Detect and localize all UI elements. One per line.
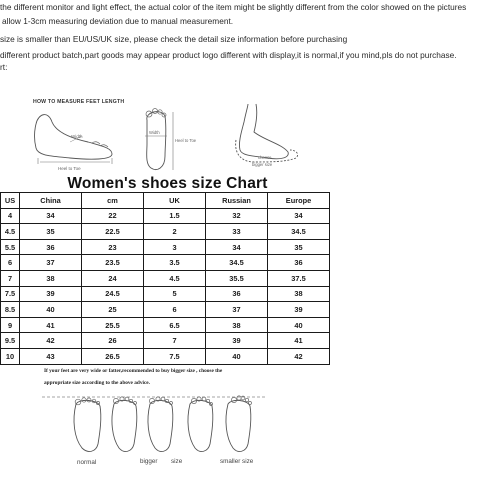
size-chart-row [1,317,330,333]
heel-to-toe-label-left: Heel to Toe [58,166,81,171]
col-header-us: US [1,193,20,209]
size-chart-cell: 37 [206,302,268,318]
size-chart-cell: 22 [82,208,144,224]
caption-smaller-size: smaller size [220,458,254,465]
advice-line-1: If your feet are very wide or fatter,recommended to buy bigger size , choose the [44,368,223,374]
size-chart-cell: 23.5 [82,255,144,271]
size-chart-cell: 35 [268,239,330,255]
size-chart-cell: 42 [268,348,330,364]
size-chart-cell: 23 [82,239,144,255]
size-chart-table [0,192,330,365]
size-chart-cell: 34 [206,239,268,255]
size-chart-row [1,255,330,271]
size-chart-cell: 35.5 [206,270,268,286]
size-chart-row [1,239,330,255]
col-header-europe: Europe [268,193,330,209]
size-chart-cell: 6 [144,302,206,318]
foot-in-shoe-figure [224,100,304,174]
foot-side-measure-figure [30,106,116,174]
note-deviation: allow 1-3cm measuring deviation due to manual measurement. [2,16,234,26]
size-chart-cell: 41 [268,333,330,349]
size-chart-row [1,270,330,286]
size-chart-header-row [1,193,330,209]
size-chart-row [1,224,330,240]
size-chart-cell: 38 [20,270,82,286]
caption-normal: normal [77,459,97,466]
size-chart-cell: 36 [268,255,330,271]
size-chart-cell: 34 [268,208,330,224]
measure-title: HOW TO MEASURE FEET LENGTH [33,99,125,105]
size-chart-cell: 43 [20,348,82,364]
size-chart-cell: 34.5 [268,224,330,240]
size-chart-cell: 9.5 [1,333,20,349]
size-chart-cell: 35 [20,224,82,240]
size-chart-cell: 22.5 [82,224,144,240]
feet-shape-comparison-figure [40,392,270,458]
size-chart-cell: 7 [144,333,206,349]
size-chart-cell: 9 [1,317,20,333]
size-chart-cell: 4 [1,208,20,224]
size-chart-cell: 8.5 [1,302,20,318]
size-chart-cell: 41 [20,317,82,333]
advice-line-2: appropriate size according to the above advice. [44,380,150,386]
size-chart-cell: 10 [1,348,20,364]
caption-size: size [171,458,183,465]
size-chart-cell: 38 [206,317,268,333]
size-chart-row [1,208,330,224]
size-chart-cell: 5.5 [1,239,20,255]
note-batch: different product batch,part goods may appear product logo different with display,it is normal,if you mind,pls do not purchase. [0,50,457,60]
size-chart-title: Women's shoes size Chart [67,175,268,192]
size-chart-cell: 24.5 [82,286,144,302]
size-chart-cell: 33 [206,224,268,240]
size-chart-cell: 42 [20,333,82,349]
size-chart-cell: 6 [1,255,20,271]
size-chart-cell: 32 [206,208,268,224]
size-chart-cell: 25.5 [82,317,144,333]
size-chart-cell: 34 [20,208,82,224]
size-chart-cell: 37.5 [268,270,330,286]
width-label-mid: Width [149,130,160,135]
size-chart-cell: 6.5 [144,317,206,333]
choose-label: choose [258,155,272,160]
size-chart-cell: 34.5 [206,255,268,271]
note-size: size is smaller than EU/US/UK size, please check the detail size information before purchasing [0,34,348,44]
col-header-china: China [20,193,82,209]
size-chart-cell: 3.5 [144,255,206,271]
size-chart-cell: 24 [82,270,144,286]
size-chart-cell: 40 [206,348,268,364]
size-chart-cell: 7 [1,270,20,286]
size-chart-cell: 40 [20,302,82,318]
size-chart-cell: 38 [268,286,330,302]
col-header-uk: UK [144,193,206,209]
size-chart-cell: 3 [144,239,206,255]
size-chart-cell: 7.5 [1,286,20,302]
note-chart-heading: rt: [0,62,8,72]
size-chart-row [1,348,330,364]
size-chart-cell: 25 [82,302,144,318]
size-chart-row [1,302,330,318]
size-chart-cell: 36 [206,286,268,302]
heel-to-toe-label-mid: Heel to Toe [175,138,197,143]
size-chart-cell: 39 [206,333,268,349]
col-header-russian: Russian [206,193,268,209]
size-chart-cell: 1.5 [144,208,206,224]
size-chart-cell: 26 [82,333,144,349]
size-chart-cell: 4.5 [1,224,20,240]
note-color: the different monitor and light effect, the actual color of the item might be slightly different from the color showed on the pictures [0,2,467,12]
width-label-left: Width [71,134,83,139]
size-chart-row [1,286,330,302]
size-chart-cell: 26.5 [82,348,144,364]
size-chart-cell: 4.5 [144,270,206,286]
caption-bigger: bigger [140,458,158,465]
size-chart-cell: 39 [268,302,330,318]
size-chart-cell: 36 [20,239,82,255]
bigger-size-label: bigger size [252,162,273,167]
size-chart-row [1,333,330,349]
foot-sole-measure-figure [135,106,207,174]
size-chart-cell: 5 [144,286,206,302]
size-chart-cell: 7.5 [144,348,206,364]
size-chart-cell: 2 [144,224,206,240]
size-chart-cell: 37 [20,255,82,271]
col-header-cm: cm [82,193,144,209]
size-chart-cell: 40 [268,317,330,333]
size-chart-cell: 39 [20,286,82,302]
